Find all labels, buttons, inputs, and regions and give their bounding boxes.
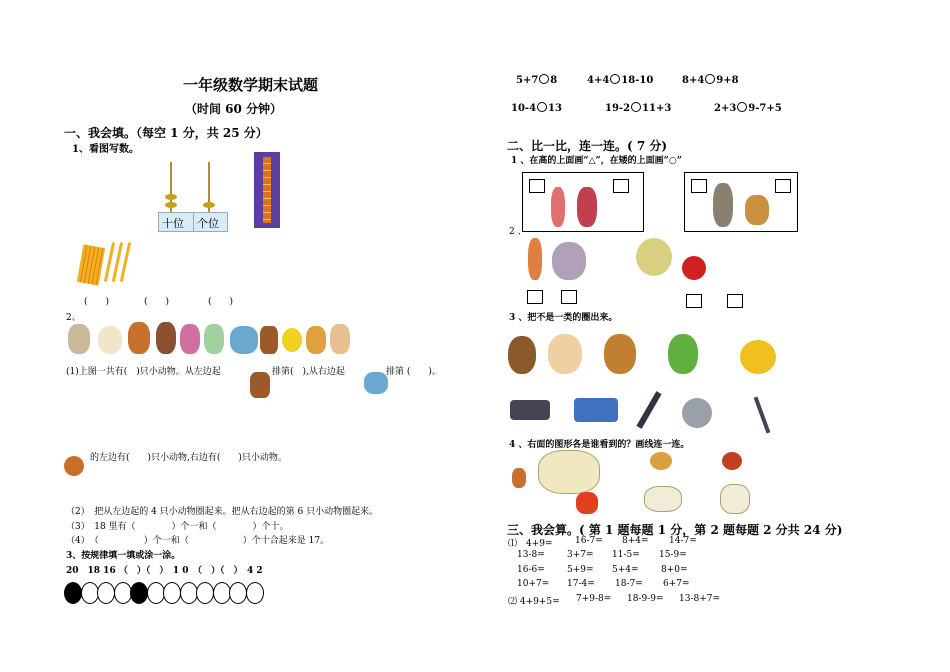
calc-item[interactable]: 3+7= [567,550,594,560]
tens-label: 十位 [162,217,184,230]
pattern-circle[interactable] [180,582,198,604]
ones-label: 个位 [197,217,219,230]
part2-q3: 3 、把不是一类的圈出来。 [509,313,618,323]
part3-heading: 三、我会算。( 第 1 题每题 1 分，第 2 题每题 2 分共 24 分) [507,523,843,537]
part2-q2: 2 、 [509,227,527,237]
calc-item[interactable]: 8+0= [661,565,688,575]
owl-image [508,336,536,374]
goose-image [548,334,582,374]
elephant-image [538,450,600,494]
part1-heading: 一、我会填。（每空 1 分，共 25 分） [64,126,268,140]
pattern-circle[interactable] [114,582,132,604]
compass-image [754,396,771,433]
answer-box[interactable] [529,179,545,193]
pattern-circle[interactable] [163,582,181,604]
calc-item[interactable]: ⑵ 4+9+5= [508,597,560,607]
blank-3[interactable]: ( ) [208,297,234,307]
pattern-circle[interactable] [229,582,247,604]
compare-6[interactable]: 2+3 9-7+5 [714,103,782,114]
calc-item[interactable]: 11-5= [612,550,640,560]
pattern-circle[interactable] [64,582,82,604]
q2-label: 2、 [66,313,81,323]
answer-box[interactable] [691,179,707,193]
sticks-image [80,236,136,286]
calc-item[interactable]: 16-6= [517,565,545,575]
q-pattern-heading: 3、按规律填一填或涂一涂。 [66,551,181,561]
q2-1-part-c: 排第 ( )。 [386,367,441,377]
tall-short-frame-right [684,172,798,232]
compare-2[interactable]: 4+4 18-10 [587,75,654,86]
pattern-circle[interactable] [213,582,231,604]
part2-q4: 4 、右面的图形各是谁看到的？画线连一连。 [509,440,690,450]
calc-item[interactable]: 18-9-9= [627,594,664,604]
grandma-image [552,242,586,280]
q2-1-part-a: (1)上图一共有( )只小动物。从左边起 [66,367,221,377]
calc-item[interactable]: 15-9= [659,550,687,560]
compare-4[interactable]: 10-4 13 [511,103,562,114]
q1-label: 1、看图写数。 [72,144,139,155]
pattern-circle[interactable] [196,582,214,604]
calc-item[interactable]: ⑴ 4+9= [508,539,553,549]
calc-item[interactable]: 16-7= [575,536,603,546]
calc-item[interactable]: 7+9-8= [576,594,612,604]
monkey-icon [64,456,84,476]
tall-short-frame-left [522,172,644,232]
sharpener-image [574,398,618,422]
q2-1-part-d: 的左边有( )只小动物,右边有( )只小动物。 [90,453,287,463]
blank-1[interactable]: ( ) [84,297,110,307]
horse-icon [250,372,270,398]
page-title: 一年级数学期末试题 [183,76,319,94]
abacus-image [158,160,228,232]
girl-image [528,238,542,280]
elephant-icon [364,372,388,394]
compare-1[interactable]: 5+7 8 [516,75,558,86]
parrot-image [668,334,698,374]
calc-item[interactable]: 14-7= [669,536,697,546]
counting-blocks-image [254,152,280,228]
animal-row-image [64,320,354,358]
pattern-circle[interactable] [81,582,99,604]
view-3-image [644,486,682,512]
apple-image [682,256,706,280]
calc-item[interactable]: 18-7= [615,579,643,589]
calc-item[interactable]: 5+9= [567,565,594,575]
pattern-circle[interactable] [246,582,264,604]
answer-box[interactable] [686,294,702,308]
compare-3[interactable]: 8+4 9+8 [682,75,739,86]
q2-2: （2） 把从左边起的 4 只小动物圈起来。把从右边起的第 6 只小动物圈起来。 [66,507,379,517]
part2-q1: 1 、在高的上面画“△”，在矮的上面画“○” [511,156,682,166]
small-monkey-image [512,468,526,488]
ball-image [682,398,712,428]
calc-item[interactable]: 13-8+7= [679,594,721,604]
view-4-image [720,484,750,514]
compare-5[interactable]: 19-2 11+3 [605,103,672,114]
answer-box[interactable] [527,290,543,304]
calc-item[interactable]: 6+7= [663,579,690,589]
view-1-image [650,452,672,470]
answer-box[interactable] [727,294,743,308]
blank-2[interactable]: ( ) [144,297,170,307]
calc-item[interactable]: 8+4= [622,536,649,546]
calc-item[interactable]: 5+4= [612,565,639,575]
answer-box[interactable] [613,179,629,193]
eraser-image [510,400,550,420]
view-2-image [722,452,742,470]
chick-image [740,340,776,374]
melon-image [636,238,672,276]
number-sequence[interactable]: 20 18 16 （ ）（ ） 1 0 （ ）（ ） 4 2 [66,566,263,576]
calc-item[interactable]: 10+7= [517,579,550,589]
pen-image [636,391,661,429]
pattern-circle[interactable] [97,582,115,604]
part2-heading: 二、比一比，连一连。( 7 分) [507,139,668,153]
q4: （4） （ ）个一和（ ）个十合起来是 17。 [66,536,330,546]
answer-box[interactable] [561,290,577,304]
calc-item[interactable]: 17-4= [567,579,595,589]
answer-box[interactable] [775,179,791,193]
q2-1-part-b: 排第( ),从右边起 [272,367,345,377]
q3: （3） 18 里有（ ）个一和（ ）个十。 [66,522,289,532]
bear-image [604,334,636,374]
pattern-circle[interactable] [130,582,148,604]
calc-item[interactable]: 13-8= [517,550,545,560]
pattern-circle[interactable] [147,582,165,604]
time-limit: （时间 60 分钟） [185,102,283,116]
red-monkey-image [576,492,598,514]
